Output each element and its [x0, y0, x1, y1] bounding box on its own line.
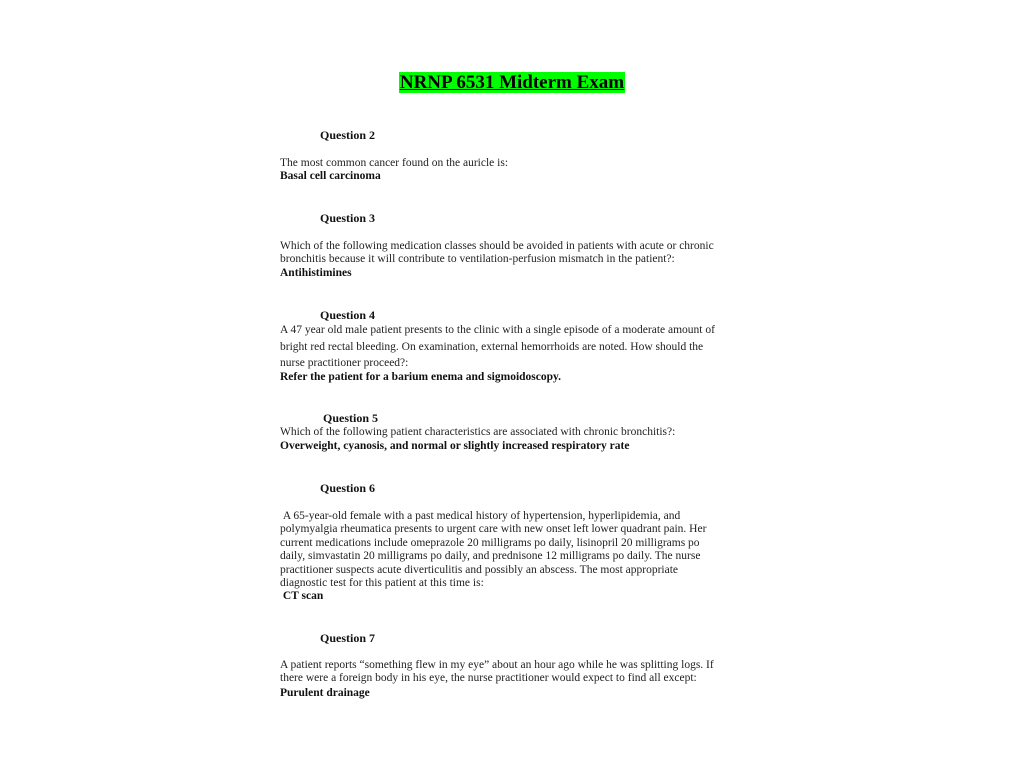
- question-3-heading: Question 3: [320, 211, 376, 225]
- question-2-heading: Question 2: [320, 128, 376, 142]
- question-7-heading: Question 7: [320, 631, 376, 645]
- question-6-heading: Question 6: [320, 481, 376, 495]
- question-2-text: The most common cancer found on the auricle is:: [280, 157, 509, 169]
- question-7-answer: Purulent drainage: [280, 687, 370, 699]
- question-5-answer: Overweight, cyanosis, and normal or slightly increased respiratory rate: [280, 440, 630, 452]
- question-7-text: A patient reports “something flew in my eye” about an hour ago while he was splitting logs. If there were a foreign body in his eye, the nurse practitioner would expect to find all except:: [280, 659, 714, 685]
- question-3-answer: Antihistimines: [280, 267, 352, 279]
- page-title-container: [0, 72, 1024, 94]
- question-4-heading: Question 4: [320, 308, 376, 322]
- question-4-answer: Refer the patient for a barium enema and sigmoidoscopy.: [280, 371, 561, 383]
- question-4-text: A 47 year old male patient presents to the clinic with a single episode of a moderate amount of bright red rectal bleeding. On examination, external hemorrhoids are noted. How should the nurse practitioner proceed?:: [280, 324, 715, 369]
- question-6-text: A 65-year-old female with a past medical history of hypertension, hyperlipidemia, and polymyalgia rheumatica presents to urgent care with new onset left lower quadrant pain. Her current medications include omeprazole 20 milligrams po daily, lisinopril 20 milligrams po daily, simvastatin 20 milligrams po daily, and prednisone 12 milligrams po daily. The nurse practitioner suspects acute diverticulitis and possibly an abscess. The most appropriate diagnostic test for this patient at this time is:: [280, 510, 710, 590]
- question-6-answer: CT scan: [280, 590, 324, 602]
- question-5-text: Which of the following patient characteristics are associated with chronic bronchitis?:: [280, 426, 676, 438]
- page-title: NRNP 6531 Midterm Exam: [399, 72, 625, 93]
- question-2-answer: Basal cell carcinoma: [280, 170, 381, 182]
- question-5-heading: Question 5: [323, 411, 379, 425]
- question-3-text: Which of the following medication classes should be avoided in patients with acute or chronic bronchitis because it will contribute to ventilation-perfusion mismatch in the patient?:: [280, 240, 714, 266]
